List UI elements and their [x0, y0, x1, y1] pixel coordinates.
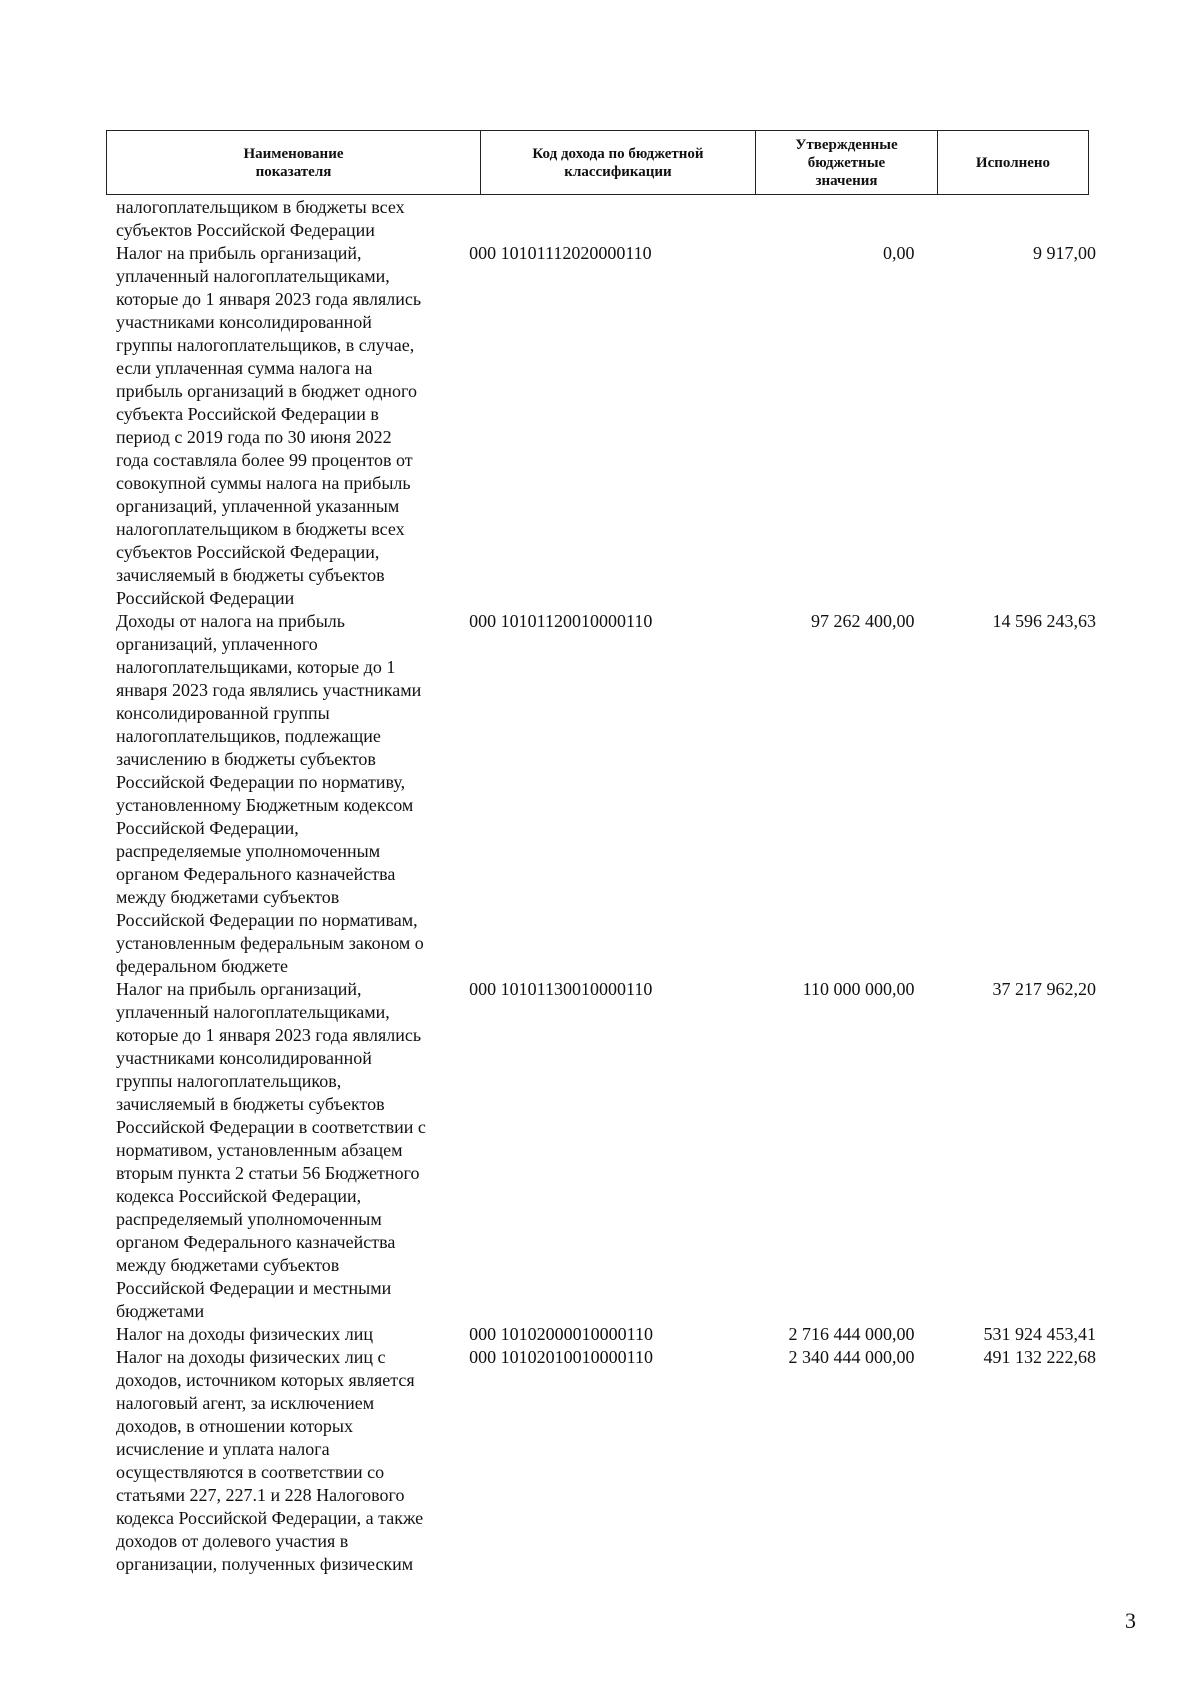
approved-value: 0,00 — [883, 243, 915, 263]
income-code: 000 10101120010000110 — [469, 611, 653, 631]
executed-value: 531 924 453,41 — [983, 1324, 1096, 1344]
indicator-name: Налог на прибыль организаций, уплаченный налогоплательщиками, которые до 1 января 2023 года являлись участниками консолидированной группы налогоплательщиков, зачисляемый в бюджеты субъектов Российской Федерации в соответствии с нормативом, установленным абзацем вторым пункта 2 статьи 56 Бюджетного кодекса Российской Федерации, распределяемый уполномоченным органом Федерального казначейства между бюджетами субъектов Российской Федерации и местными бюджетами — [116, 979, 426, 1321]
indicator-name: Налог на прибыль организаций, уплаченный налогоплательщиками, которые до 1 января 2023 года являлись участниками консолидированной группы налогоплательщиков, в случае, если уплаченная сумма налога на прибыль организаций в бюджет одного субъекта Российской Федерации в период с 2019 года по 30 июня 2022 года составляла более 99 процентов от совокупной суммы налога на прибыль организаций, уплаченной указанным налогоплательщиком в бюджеты всех субъектов Российской Федерации, зачисляемый в бюджеты субъектов Российской Федерации — [116, 243, 422, 608]
indicator-name: Налог на доходы физических лиц — [116, 1324, 374, 1344]
executed-value: 37 217 962,20 — [992, 979, 1096, 999]
table-header — [106, 130, 1089, 195]
approved-value: 2 340 444 000,00 — [788, 1347, 915, 1367]
indicator-name: налогоплательщиком в бюджеты всех субъектов Российской Федерации — [116, 197, 405, 240]
table-row — [116, 978, 1096, 1323]
executed-value: 491 132 222,68 — [983, 1347, 1096, 1367]
approved-value: 110 000 000,00 — [802, 979, 915, 999]
approved-value — [721, 196, 914, 242]
table-row — [116, 1323, 1096, 1346]
income-code: 000 10102010010000110 — [469, 1347, 653, 1367]
header-indicator-name: Наименование показателя — [107, 131, 481, 194]
income-code — [469, 196, 721, 242]
executed-value — [915, 196, 1096, 242]
approved-value: 97 262 400,00 — [811, 611, 915, 631]
income-code: 000 10101112020000110 — [469, 243, 652, 263]
approved-value: 2 716 444 000,00 — [788, 1324, 915, 1344]
indicator-name: Доходы от налога на прибыль организаций, уплаченного налогоплательщиками, которые до 1 января 2023 года являлись участниками консолидированной группы налогоплательщиков, подлежащие зачислению в бюджеты субъектов Российской Федерации по нормативу, установленному Бюджетным кодексом Российской Федерации, распределяемые уполномоченным органом Федерального казначейства между бюджетами субъектов Российской Федерации по нормативам, установленным федеральным законом о федеральном бюджете — [116, 611, 424, 976]
indicator-name: Налог на доходы физических лиц с доходов, источником которых является налоговый агент, за исключением доходов, в отношении которых исчисление и уплата налога осуществляются в соответствии со статьями 227, 227.1 и 228 Налогового кодекса Российской Федерации, а также доходов от долевого участия в организации, полученных физическим — [116, 1347, 424, 1574]
table-row — [116, 196, 1096, 242]
executed-value: 14 596 243,63 — [992, 611, 1096, 631]
header-approved-values: Утвержденные бюджетные значения — [756, 131, 938, 194]
income-code: 000 10102000010000110 — [469, 1324, 653, 1344]
income-code: 000 10101130010000110 — [469, 979, 653, 999]
table-row — [116, 610, 1096, 978]
table-row — [116, 242, 1096, 610]
table-body — [116, 196, 1096, 1576]
page-number: 3 — [1125, 1608, 1136, 1633]
header-executed: Исполнено — [975, 154, 1051, 171]
executed-value: 9 917,00 — [1033, 243, 1096, 263]
table-row — [116, 1346, 1096, 1576]
header-income-code: Код дохода по бюджетной классификации — [481, 131, 756, 194]
